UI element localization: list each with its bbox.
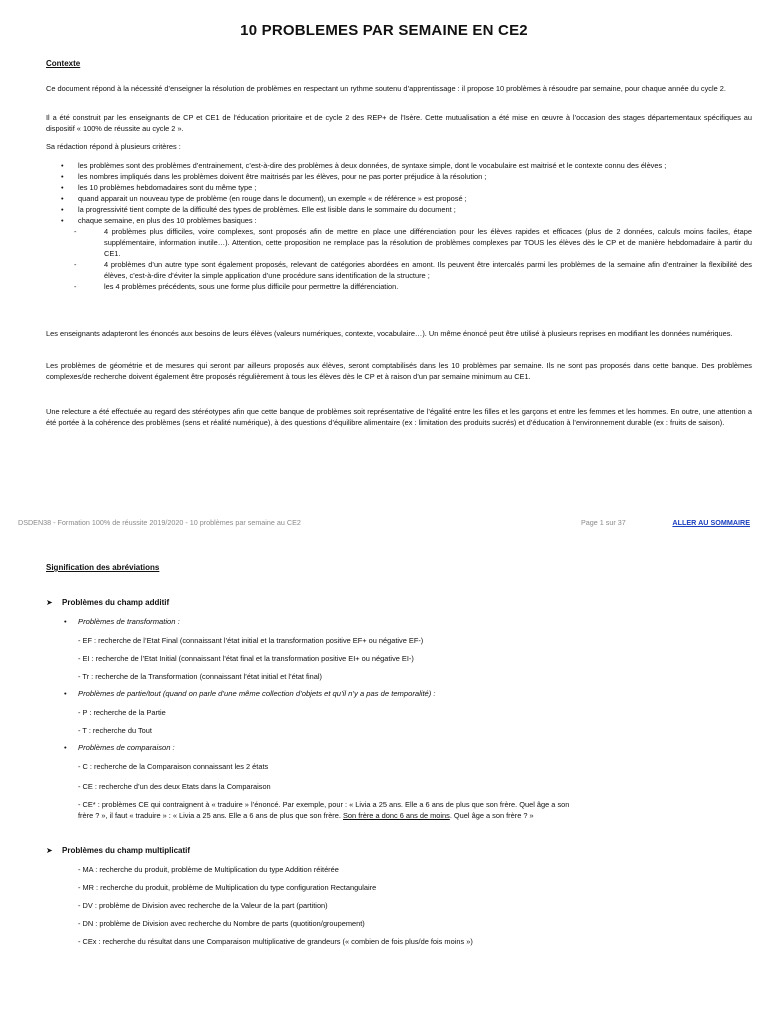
arrow-bullet-icon: ➤ — [46, 598, 53, 607]
definition-dn: - DN : problème de Division avec recherche du Nombre de parts (quotition/groupement) — [78, 919, 365, 928]
definition-ce: - CE : recherche d’un des deux Etats dans la Comparaison — [78, 782, 271, 791]
definition-c: - C : recherche de la Comparaison connaissant les 2 états — [78, 762, 269, 771]
transformation-category: • Problèmes de transformation : — [64, 617, 180, 626]
sub-list-item: - 4 problèmes d’un autre type sont également proposés, relevant de catégories abordées en amont. Ils peuvent être intercalés parmi les problèmes de la semaine afin d’entrainer la flexibilité des élèves, c’est-à-dire d’éviter la simple application d’une procédure sans identification de la structure ; — [74, 260, 752, 280]
abbreviations-heading: Signification des abréviations — [46, 563, 160, 572]
list-item: • chaque semaine, en plus des 10 problèmes basiques : — [61, 216, 257, 225]
list-item: • la progressivité tient compte de la difficulté des types de problèmes. Elle est lisible dans le sommaire du document ; — [61, 205, 456, 214]
underlined-example: Son frère a donc 6 ans de moins — [343, 811, 450, 820]
additive-field-heading: ➤ Problèmes du champ additif — [46, 598, 170, 607]
list-item: • les problèmes sont des problèmes d’entrainement, c’est-à-dire des problèmes à deux données, de syntaxe simple, dont le vocabulaire est maitrisé et le contexte connu des élèves ; — [61, 161, 667, 170]
page-number: Page 1 sur 37 — [581, 518, 626, 527]
multiplicative-field-heading: ➤ Problèmes du champ multiplicatif — [46, 846, 191, 855]
definition-ef: - EF : recherche de l’Etat Final (connaissant l’état initial et la transformation positive EF+ ou négative EF-) — [78, 636, 424, 645]
definition-ei: - EI : recherche de l’Etat Initial (connaissant l’état final et la transformation positive EI+ ou négative EI-) — [78, 654, 414, 663]
page-title: 10 PROBLEMES PAR SEMAINE EN CE2 — [240, 22, 528, 39]
page-footer — [18, 518, 750, 530]
contexte-paragraph-5: Les problèmes de géométrie et de mesures qui seront par ailleurs proposés aux élèves, seront comptabilisés dans les 10 problèmes par semaine. Ils ne sont pas proposés dans cette banque. Des problèmes complexes/de recherche doivent également être proposés régulièrement à tous les élèves dès le CP et à raison d’un par semaine minimum au CE1. — [46, 361, 752, 381]
comparaison-category: • Problèmes de comparaison : — [64, 743, 175, 752]
summary-link[interactable]: ALLER AU SOMMAIRE — [672, 518, 750, 527]
list-item: • les nombres impliqués dans les problèmes doivent être maitrisés par les élèves, pour ne pas porter préjudice à la résolution ; — [61, 172, 487, 181]
definition-mr: - MR : recherche du produit, problème de Multiplication du type configuration Rectangulaire — [78, 883, 377, 892]
footer-source: DSDEN38 - Formation 100% de réussite 2019/2020 - 10 problèmes par semaine au CE2 — [18, 518, 301, 527]
list-item: • quand apparait un nouveau type de problème (en rouge dans le document), un exemple « de référence » est proposé ; — [61, 194, 467, 203]
partie-tout-category: • Problèmes de partie/tout (quand on parle d’une même collection d’objets et qu’il n’y a pas de temporalité) : — [64, 689, 436, 698]
contexte-paragraph-1: Ce document répond à la nécessité d’enseigner la résolution de problèmes en respectant un rythme soutenu d’apprentissage : il propose 10 problèmes à résoudre par semaine, pour chaque année du cycle 2. — [46, 84, 726, 93]
contexte-paragraph-2: Il a été construit par les enseignants de CP et CE1 de l’éducation prioritaire et de cycle 2 des REP+ de l’Isère. Cette mutualisation a été mise en œuvre à l’occasion des stages départementaux spécifiques au dispositif « 100% de réussite au cycle 2 ». — [46, 113, 752, 133]
definition-dv: - DV : problème de Division avec recherche de la Valeur de la part (partition) — [78, 901, 328, 910]
sub-list-item: - les 4 problèmes précédents, sous une forme plus difficile pour permettre la différenciation. — [74, 282, 399, 291]
sub-list-item: - 4 problèmes plus difficiles, voire complexes, sont proposés afin de mettre en place une différenciation pour les élèves rapides et efficaces (plus de 2 données, calculs moins faciles, étape supplémentaire, information inutile…). Attention, cette proposition ne remplace pas la résolution de problèmes complexes par TOUS les élèves dès le CP et de manière hebdomadaire à partir du CE1. — [74, 227, 752, 258]
contexte-paragraph-4: Les enseignants adapteront les énoncés aux besoins de leurs élèves (valeurs numériques, contexte, vocabulaire…). Un même énoncé peut être utilisé à plusieurs reprises en modifiant les données numériques. — [46, 329, 733, 338]
definition-cex: - CEx : recherche du résultat dans une Comparaison multiplicative de grandeurs (« combien de fois plus/de fois moins ») — [78, 937, 473, 946]
definition-t: - T : recherche du Tout — [78, 726, 152, 735]
contexte-heading: Contexte — [46, 59, 81, 68]
list-item: • les 10 problèmes hebdomadaires sont du même type ; — [61, 183, 257, 192]
arrow-bullet-icon: ➤ — [46, 846, 53, 855]
criteria-list — [46, 160, 752, 292]
definition-ce-star: - CE* : problèmes CE qui contraignent à « traduire » l’énoncé. Par exemple, pour : « Livia a 25 ans. Elle a 6 ans de plus que son frère. Quel âge a son frère ? », il faut « traduire » : « Livia a 25 ans. Elle a 6 ans de plus que son frère. Son frère a donc 6 ans de moins. Quel âge a son frère ? » — [78, 800, 570, 820]
definition-p: - P : recherche de la Partie — [78, 708, 166, 717]
contexte-paragraph-6: Une relecture a été effectuée au regard des stéréotypes afin que cette banque de problèmes soit représentative de l’égalité entre les filles et les garçons et entre les femmes et les hommes. En outre, une attention a été portée à la cohérence des problèmes (sens et réalité numérique), à des questions d’équilibre alimentaire (ex : limitation des produits sucrés) et d’éducation à l’environnement durable (ex : fruits de saison). — [46, 407, 752, 427]
definition-ma: - MA : recherche du produit, problème de Multiplication du type Addition réitérée — [78, 865, 339, 874]
definition-tr: - Tr : recherche de la Transformation (connaissant l’état initial et l’état final) — [78, 672, 323, 681]
contexte-paragraph-3: Sa rédaction répond à plusieurs critères : — [46, 142, 181, 151]
